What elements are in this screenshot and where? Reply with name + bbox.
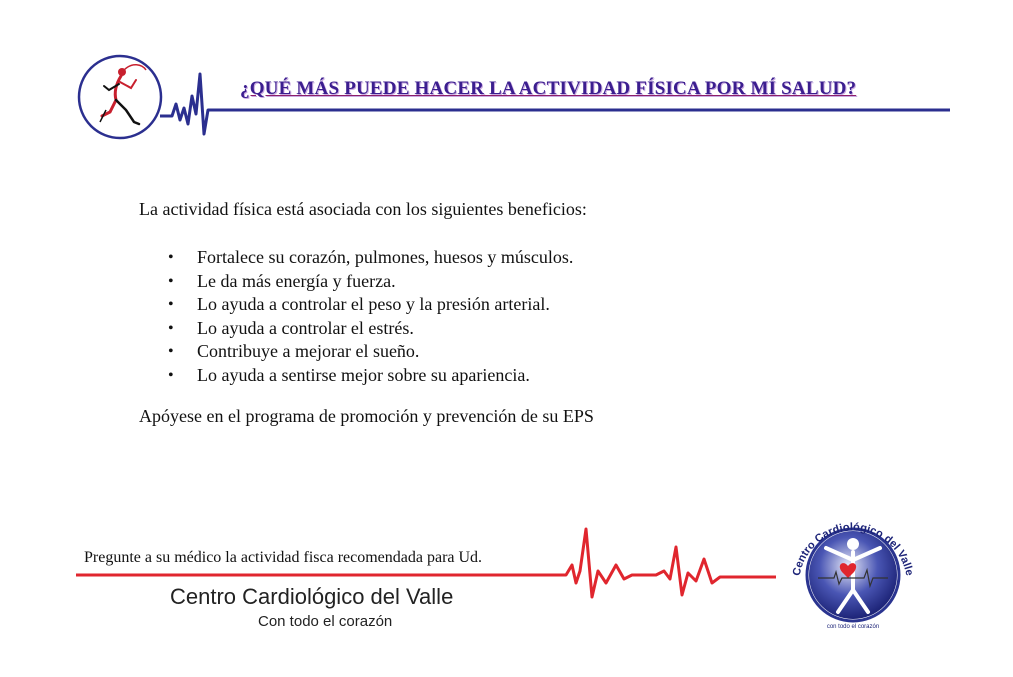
list-item: • Lo ayuda a sentirse mejor sobre su apariencia. — [168, 364, 573, 388]
benefits-list — [168, 246, 573, 388]
vitruvian-heart-logo-icon — [778, 500, 928, 640]
support-text: Apóyese en el programa de promoción y prevención de su EPS — [139, 406, 594, 426]
intro-text: La actividad física está asociada con los siguientes beneficios: — [139, 199, 587, 219]
ask-doctor-text: Pregunte a su médico la actividad fisca recomendada para Ud. — [84, 549, 483, 566]
list-item: • Fortalece su corazón, pulmones, huesos y músculos. — [168, 246, 573, 270]
slogan: Con todo el corazón — [258, 613, 393, 630]
page-title: ¿QUÉ MÁS PUEDE HACER LA ACTIVIDAD FÍSICA POR MÍ SALUD? — [240, 78, 857, 99]
list-item: • Lo ayuda a controlar el peso y la presión arterial. — [168, 293, 573, 317]
org-name: Centro Cardiológico del Valle — [170, 584, 454, 609]
runner-logo-icon — [76, 52, 166, 142]
list-item: • Lo ayuda a controlar el estrés. — [168, 317, 573, 341]
logo-arc-text: Centro Cardiológico del Valle — [790, 521, 916, 577]
list-item: • Le da más energía y fuerza. — [168, 270, 573, 294]
list-item: • Contribuye a mejorar el sueño. — [168, 340, 573, 364]
logo-bottom-text: con todo el corazón — [826, 624, 880, 630]
